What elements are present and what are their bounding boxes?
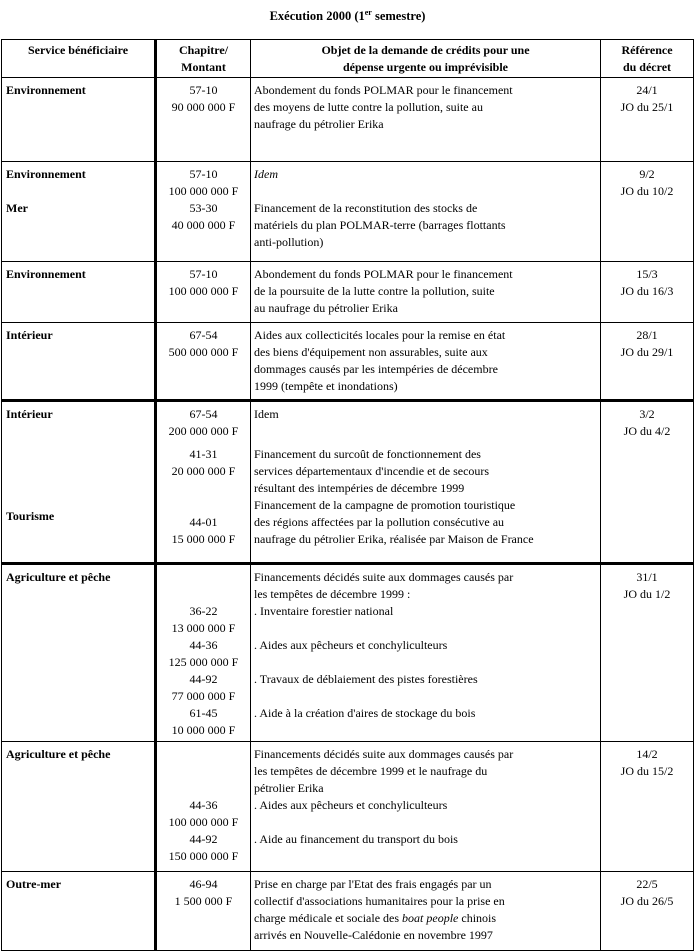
header-reference: Référence du décret bbox=[601, 40, 694, 78]
objet-cell-line: au naufrage du pétrolier Erika bbox=[254, 301, 398, 315]
objet-cell-line: Abondement du fonds POLMAR pour le financement bbox=[254, 267, 513, 281]
chapitre-cell bbox=[156, 323, 251, 401]
service-cell bbox=[2, 262, 156, 323]
service-cell-line: Tourisme bbox=[6, 509, 55, 523]
objet-cell-line: Financements décidés suite aux dommages causés par bbox=[254, 747, 514, 761]
chapitre-cell-line: 40 000 000 F bbox=[171, 218, 236, 232]
chapitre-cell bbox=[156, 872, 251, 951]
service-cell bbox=[2, 564, 156, 742]
objet-cell-line: . Aide à la création d'aires de stockage du bois bbox=[254, 706, 476, 720]
reference-cell bbox=[601, 262, 694, 323]
table-row bbox=[2, 262, 694, 323]
objet-cell-line bbox=[254, 688, 600, 705]
objet-cell-line: des moyens de lutte contre la pollution, suite au bbox=[254, 100, 483, 114]
objet-cell-line: charge médicale et sociale des boat people chinois bbox=[254, 911, 497, 925]
header-service: Service bénéficiaire bbox=[2, 40, 156, 78]
objet-cell bbox=[251, 162, 601, 262]
chapitre-cell-line: 36-22 bbox=[189, 604, 218, 618]
service-cell-line bbox=[6, 440, 154, 457]
chapitre-cell-line bbox=[157, 569, 250, 586]
reference-cell-line: 24/1 bbox=[636, 83, 658, 97]
objet-cell-line: collectif d'associations humanitaires pour la prise en bbox=[254, 894, 505, 908]
service-cell-line: Intérieur bbox=[6, 407, 53, 421]
reference-cell bbox=[601, 78, 694, 162]
chapitre-cell bbox=[156, 401, 251, 564]
chapitre-cell-line: 53-30 bbox=[189, 201, 218, 215]
chapitre-cell-line: 44-92 bbox=[189, 672, 218, 686]
service-cell bbox=[2, 872, 156, 951]
chapitre-cell-line bbox=[157, 497, 250, 514]
reference-cell-line: 31/1 bbox=[636, 570, 658, 584]
chapitre-cell-line: 15 000 000 F bbox=[171, 532, 236, 546]
chapitre-cell-line: 1 500 000 F bbox=[174, 894, 233, 908]
objet-cell-line bbox=[254, 183, 600, 200]
service-cell-line bbox=[6, 457, 154, 474]
reference-cell-line: 3/2 bbox=[639, 407, 655, 421]
objet-cell-line: les tempêtes de décembre 1999 : bbox=[254, 587, 411, 601]
chapitre-cell-line: 57-10 bbox=[189, 267, 218, 281]
table-row bbox=[2, 78, 694, 162]
reference-cell-line: 28/1 bbox=[636, 328, 658, 342]
reference-cell-line: 15/3 bbox=[636, 267, 658, 281]
objet-cell-line: . Aides aux pêcheurs et conchyliculteurs bbox=[254, 798, 448, 812]
service-cell-line bbox=[6, 183, 154, 200]
chapitre-cell-line bbox=[157, 746, 250, 763]
chapitre-cell-line bbox=[157, 480, 250, 497]
service-cell-line: Intérieur bbox=[6, 328, 53, 342]
service-cell-line bbox=[6, 423, 154, 440]
service-cell-line: Environnement bbox=[6, 267, 86, 281]
reference-cell-line: JO du 1/2 bbox=[623, 587, 671, 601]
chapitre-cell-line: 67-54 bbox=[189, 407, 218, 421]
objet-cell-line: de la poursuite de la lutte contre la pollution, suite bbox=[254, 284, 495, 298]
chapitre-cell bbox=[156, 78, 251, 162]
chapitre-cell-line: 41-31 bbox=[189, 447, 218, 461]
objet-cell-line: anti-pollution) bbox=[254, 235, 324, 249]
table-row bbox=[2, 872, 694, 951]
objet-cell-line: les tempêtes de décembre 1999 et le naufrage du bbox=[254, 764, 488, 778]
reference-cell-line: JO du 4/2 bbox=[623, 424, 671, 438]
service-cell bbox=[2, 162, 156, 262]
chapitre-cell-line: 67-54 bbox=[189, 328, 218, 342]
service-cell-line: Agriculture et pêche bbox=[6, 747, 111, 761]
objet-cell-line: pétrolier Erika bbox=[254, 781, 324, 795]
service-cell-line bbox=[6, 491, 154, 508]
objet-cell-line: Aides aux collecticités locales pour la remise en état bbox=[254, 328, 506, 342]
chapitre-cell-line bbox=[157, 586, 250, 603]
objet-cell bbox=[251, 78, 601, 162]
service-cell bbox=[2, 78, 156, 162]
chapitre-cell-line: 100 000 000 F bbox=[168, 184, 239, 198]
chapitre-cell-line: 13 000 000 F bbox=[171, 621, 236, 635]
table-row bbox=[2, 564, 694, 742]
chapitre-cell-line: 125 000 000 F bbox=[168, 655, 239, 669]
objet-cell-line: arrivés en Nouvelle-Calédonie en novembre 1997 bbox=[254, 928, 493, 942]
table-row bbox=[2, 323, 694, 401]
objet-cell bbox=[251, 401, 601, 564]
objet-cell-line: Financement de la campagne de promotion touristique bbox=[254, 498, 516, 512]
objet-cell bbox=[251, 323, 601, 401]
chapitre-cell-line: 100 000 000 F bbox=[168, 284, 239, 298]
reference-cell-line: 14/2 bbox=[636, 747, 658, 761]
objet-cell-line bbox=[254, 722, 600, 739]
reference-cell-line: JO du 29/1 bbox=[620, 345, 674, 359]
chapitre-cell-line: 150 000 000 F bbox=[168, 849, 239, 863]
reference-cell-line: JO du 15/2 bbox=[620, 764, 674, 778]
chapitre-cell-line: 57-10 bbox=[189, 167, 218, 181]
chapitre-cell-line: 90 000 000 F bbox=[171, 100, 236, 114]
objet-cell-line bbox=[254, 423, 600, 440]
objet-cell-line: Idem bbox=[254, 407, 279, 421]
service-cell bbox=[2, 742, 156, 872]
objet-cell-line: dommages causés par les intempéries de décembre bbox=[254, 362, 498, 376]
reference-cell-line: JO du 26/5 bbox=[620, 894, 674, 908]
service-cell bbox=[2, 323, 156, 401]
reference-cell bbox=[601, 872, 694, 951]
reference-cell-line: JO du 16/3 bbox=[620, 284, 674, 298]
objet-cell-line: Prise en charge par l'Etat des frais engagés par un bbox=[254, 877, 492, 891]
chapitre-cell-line: 10 000 000 F bbox=[171, 723, 236, 737]
objet-cell-line: 1999 (tempête et inondations) bbox=[254, 379, 398, 393]
reference-cell-line: 9/2 bbox=[639, 167, 655, 181]
objet-cell-line: Abondement du fonds POLMAR pour le financement bbox=[254, 83, 513, 97]
header-chapitre: Chapitre/ Montant bbox=[156, 40, 251, 78]
objet-cell bbox=[251, 564, 601, 742]
objet-cell-line: Financement de la reconstitution des stocks de bbox=[254, 201, 478, 215]
chapitre-cell bbox=[156, 262, 251, 323]
chapitre-cell-line: 61-45 bbox=[189, 706, 218, 720]
service-cell-line: Environnement bbox=[6, 167, 86, 181]
reference-cell bbox=[601, 162, 694, 262]
objet-cell-line: des biens d'équipement non assurables, suite aux bbox=[254, 345, 488, 359]
chapitre-cell-line bbox=[157, 780, 250, 797]
reference-cell-line: JO du 25/1 bbox=[620, 100, 674, 114]
objet-cell-line: naufrage du pétrolier Erika, réalisée par Maison de France bbox=[254, 532, 534, 546]
objet-cell-line bbox=[254, 814, 600, 831]
objet-cell bbox=[251, 262, 601, 323]
chapitre-cell-line: 44-36 bbox=[189, 798, 218, 812]
reference-cell bbox=[601, 564, 694, 742]
objet-cell-line: . Aide au financement du transport du bois bbox=[254, 832, 458, 846]
objet-cell-line: résultant des intempéries de décembre 1999 bbox=[254, 481, 465, 495]
reference-cell-line: JO du 10/2 bbox=[620, 184, 674, 198]
objet-cell-line bbox=[254, 654, 600, 671]
document-title: Exécution 2000 (1er semestre) bbox=[269, 8, 426, 24]
chapitre-cell bbox=[156, 162, 251, 262]
chapitre-cell-line: 57-10 bbox=[189, 83, 218, 97]
service-cell-line: Environnement bbox=[6, 83, 86, 97]
service-cell-line: Outre-mer bbox=[6, 877, 62, 891]
objet-cell-line: Idem bbox=[254, 167, 278, 181]
objet-cell-line: . Aides aux pêcheurs et conchyliculteurs bbox=[254, 638, 448, 652]
reference-cell bbox=[601, 323, 694, 401]
objet-cell-line: des régions affectées par la pollution consécutive au bbox=[254, 515, 505, 529]
chapitre-cell-line: 100 000 000 F bbox=[168, 815, 239, 829]
chapitre-cell bbox=[156, 742, 251, 872]
header-objet: Objet de la demande de crédits pour une dépense urgente ou imprévisible bbox=[251, 40, 601, 78]
table-row bbox=[2, 162, 694, 262]
service-cell bbox=[2, 401, 156, 564]
objet-cell-line: services départementaux d'incendie et de secours bbox=[254, 464, 490, 478]
chapitre-cell-line: 77 000 000 F bbox=[171, 689, 236, 703]
objet-cell-line: matériels du plan POLMAR-terre (barrages flottants bbox=[254, 218, 506, 232]
chapitre-cell-line: 200 000 000 F bbox=[168, 424, 239, 438]
objet-cell-line: . Inventaire forestier national bbox=[254, 604, 394, 618]
service-cell-line bbox=[6, 474, 154, 491]
service-cell-line: Mer bbox=[6, 201, 28, 215]
table-header-row bbox=[2, 40, 694, 78]
chapitre-cell-line: 44-36 bbox=[189, 638, 218, 652]
objet-cell-line: naufrage du pétrolier Erika bbox=[254, 117, 384, 131]
table-row bbox=[2, 401, 694, 564]
reference-cell-line: 22/5 bbox=[636, 877, 658, 891]
chapitre-cell-line: 46-94 bbox=[189, 877, 218, 891]
table-row bbox=[2, 742, 694, 872]
objet-cell bbox=[251, 872, 601, 951]
service-cell-line: Agriculture et pêche bbox=[6, 570, 111, 584]
reference-cell bbox=[601, 401, 694, 564]
chapitre-cell-line: 500 000 000 F bbox=[168, 345, 239, 359]
objet-cell-line: . Travaux de déblaiement des pistes forestières bbox=[254, 672, 478, 686]
credits-table bbox=[1, 39, 694, 951]
chapitre-cell-line: 20 000 000 F bbox=[171, 464, 236, 478]
reference-cell bbox=[601, 742, 694, 872]
objet-cell-line: Financements décidés suite aux dommages causés par bbox=[254, 570, 514, 584]
chapitre-cell bbox=[156, 564, 251, 742]
objet-cell-line bbox=[254, 848, 600, 865]
objet-cell-line: Financement du surcoût de fonctionnement des bbox=[254, 447, 481, 461]
chapitre-cell-line: 44-01 bbox=[189, 515, 218, 529]
chapitre-cell-line bbox=[157, 763, 250, 780]
objet-cell bbox=[251, 742, 601, 872]
chapitre-cell-line: 44-92 bbox=[189, 832, 218, 846]
objet-cell-line bbox=[254, 620, 600, 637]
